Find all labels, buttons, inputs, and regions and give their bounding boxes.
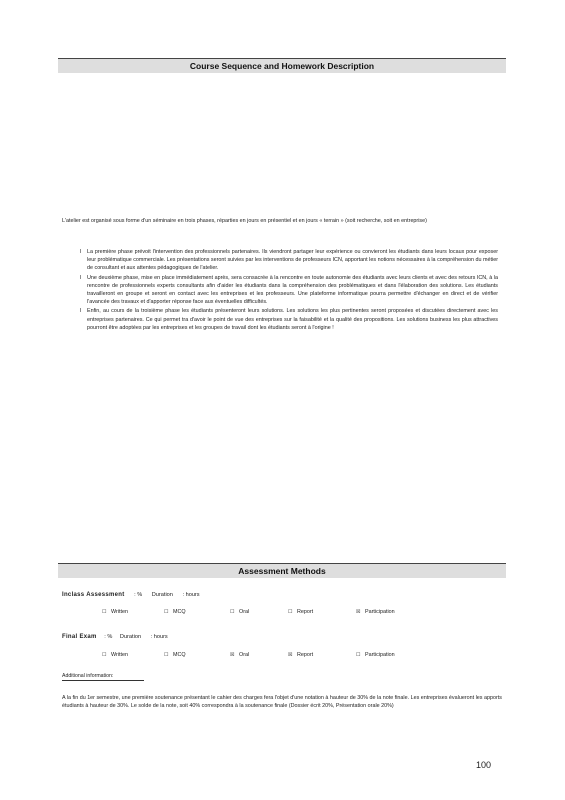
inclass-option-report[interactable]: ☐ Report [288, 609, 314, 615]
phase-text: Enfin, au cours de la troisième phase les étudiants présenteront leurs solutions. Les solutions les plus pertinentes seront proposées et discutées directement avec les entreprises partenaires. Ce qui permet tra d'avoir le point de vue des entreprises sur la faisabilité et la qualité des propositions. Les solutions business les plus attractives pourront être adoptées par les entreprises et les groupes de travail dont les étudiants seront à l'origine ! [87, 308, 498, 331]
final-percent: : % [104, 634, 113, 640]
inclass-percent: : % [134, 592, 143, 598]
bullet-icon: I [80, 308, 82, 315]
inclass-option-participation[interactable]: ☒ Participation [356, 609, 395, 615]
final-exam-row [62, 634, 502, 640]
checkbox-icon[interactable]: ☐ [230, 609, 235, 615]
checkbox-checked-icon[interactable]: ☒ [230, 652, 235, 658]
final-option-report[interactable]: ☒ Report [288, 652, 314, 658]
course-sequence-heading: Course Sequence and Homework Description [58, 58, 506, 73]
inclass-assessment-row [62, 592, 502, 598]
phase-item [80, 307, 498, 332]
grading-note: A la fin du 1er semestre, une première soutenance présentant le cahier des charges fera l'objet d'une notation à hauteur de 30% de la note finale. Les entreprises évalueront les apports étudiants à hauteur de 30%. Le solde de la note, soit 40% correspondra à la soutenance finale (Dossier écrit 20%, Présentation orale 20%) [62, 695, 502, 709]
bullet-icon: I [80, 274, 82, 281]
course-intro [62, 217, 502, 225]
inclass-option-mcq[interactable]: ☐ MCQ [164, 609, 186, 615]
additional-information-label: Additional information: [62, 673, 144, 681]
final-option-mcq[interactable]: ☐ MCQ [164, 652, 186, 658]
course-intro-text: L'atelier est organisé sous forme d'un séminaire en trois phases, réparties en jours en présentiel et en jours « terrain » (soit recherche, soit en entreprise) [62, 218, 427, 224]
assessment-methods-heading: Assessment Methods [58, 563, 506, 578]
final-option-oral[interactable]: ☒ Oral [230, 652, 250, 658]
checkbox-icon[interactable]: ☐ [164, 652, 169, 658]
checkbox-checked-icon[interactable]: ☒ [288, 652, 293, 658]
checkbox-icon[interactable]: ☐ [102, 652, 107, 658]
phase-item [80, 248, 498, 273]
phase-list [80, 248, 498, 333]
checkbox-icon[interactable]: ☐ [164, 609, 169, 615]
final-exam-label: Final Exam [62, 634, 97, 640]
final-option-written[interactable]: ☐ Written [102, 652, 128, 658]
inclass-option-written[interactable]: ☐ Written [102, 609, 128, 615]
final-duration-label: Duration [119, 634, 142, 640]
final-option-participation[interactable]: ☐ Participation [356, 652, 395, 658]
bullet-icon: I [80, 249, 82, 255]
inclass-duration-value: : hours [182, 592, 200, 598]
checkbox-icon[interactable]: ☐ [288, 609, 293, 615]
inclass-assessment-label: Inclass Assessment [62, 592, 125, 598]
inclass-option-oral[interactable]: ☐ Oral [230, 609, 250, 615]
final-duration-value: : hours [150, 634, 168, 640]
phase-item [80, 274, 498, 307]
checkbox-icon[interactable]: ☐ [356, 652, 361, 658]
checkbox-icon[interactable]: ☐ [102, 609, 107, 615]
phase-text: La première phase prévoit l'intervention des professionnels partenaires. Ils viendront partager leur expérience ou convieront les étudiants dans leurs locaux pour exposer leur problématique commerciale. Les présentations seront suivies par les interventions de professeurs ICN, apportant les notions nécessaires à la compréhension du métier de consultant et aux attentes pédagogiques de l'atelier. [87, 249, 498, 272]
inclass-duration-label: Duration [151, 592, 173, 598]
checkbox-checked-icon[interactable]: ☒ [356, 609, 361, 615]
phase-text: Une deuxième phase, mise en place immédiatement après, sera consacrée à la rencontre en toute autonomie des étudiants avec leurs clients et avec des retours ICN, à la rencontre de professionnels experts consultants afin d'aider les étudiants dans la compréhension des problématiques et dans l'élaboration des solutions. Les étudiants travailleront en groupe et seront en contact avec les entreprises et les professeurs. Une plateforme informatique pourra permettre d'échanger en direct et de vérifier l'avancée des travaux et d'apporter réponse face aux éventuelles difficultés. [87, 274, 498, 306]
page-number: 100 [476, 760, 492, 770]
